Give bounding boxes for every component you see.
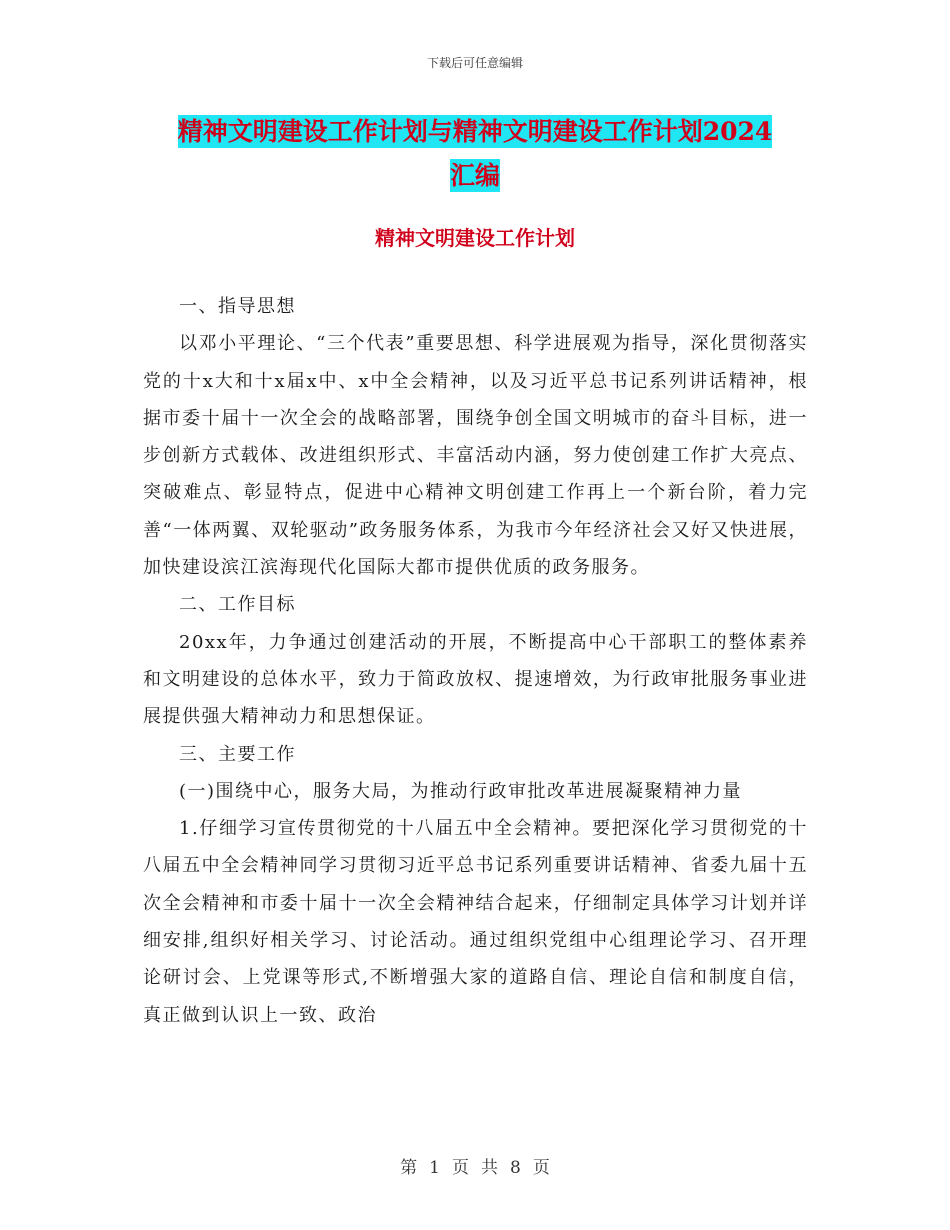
paragraph-guiding-thought: 以邓小平理论、“三个代表”重要思想、科学进展观为指导，深化贯彻落实党的十x大和十x届x中、x中全会精神，以及习近平总书记系列讲话精神，根据市委十届十一次全会的战略部署，围绕争创全国文明城市的奋斗目标，进一步创新方式载体、改进组织形式、丰富活动内涵，努力使创建工作扩大亮点、突破难点、彰显特点，促进中心精神文明创建工作再上一个新台阶，着力完善“一体两翼、双轮驱动”政务服务体系，为我市今年经济社会又好又快进展，加快建设滨江滨海现代化国际大都市提供优质的政务服务。 bbox=[143, 333, 808, 579]
paragraph-work-goals: 20xx年，力争通过创建活动的开展，不断提高中心干部职工的整体素养和文明建设的总体水平，致力于简政放权、提速增效，为行政审批服务事业进展提供强大精神动力和思想保证。 bbox=[143, 631, 808, 728]
document-body bbox=[143, 288, 808, 1034]
subheading-main-work-1: (一)围绕中心，服务大局，为推动行政审批改革进展凝聚精神力量 bbox=[179, 780, 743, 802]
footer-page-word: 第 bbox=[400, 1158, 418, 1178]
footer-total-unit: 页 bbox=[532, 1158, 550, 1178]
heading-work-goals: 二、工作目标 bbox=[179, 594, 296, 616]
section-title: 精神文明建设工作计划 bbox=[375, 226, 575, 250]
page-footer bbox=[0, 1153, 950, 1178]
footer-total-word: 共 bbox=[481, 1158, 498, 1178]
header-note: 下载后可任意编辑 bbox=[426, 56, 523, 70]
heading-guiding-thought: 一、指导思想 bbox=[179, 296, 296, 317]
document-title-line-1 bbox=[120, 110, 830, 154]
footer-total-pages: 8 bbox=[510, 1158, 521, 1178]
heading-main-work: 三、主要工作 bbox=[179, 743, 296, 765]
footer-page-number: 1 bbox=[429, 1158, 440, 1178]
document-title-line-2 bbox=[120, 154, 830, 198]
title-highlight: 汇编 bbox=[449, 161, 500, 190]
document-title bbox=[120, 110, 830, 198]
footer-page-unit: 页 bbox=[452, 1158, 469, 1178]
title-highlight: 精神文明建设工作计划与精神文明建设工作计划2024 bbox=[177, 117, 773, 146]
paragraph-main-work-1: 1.仔细学习宣传贯彻党的十八届五中全会精神。要把深化学习贯彻党的十八届五中全会精神同学习贯彻习近平总书记系列重要讲话精神、省委九届十五次全会精神和市委十届十一次全会精神结合起来，仔细制定具体学习计划并详细安排,组织好相关学习、讨论活动。通过组织党组中心组理论学习、召开理论研讨会、上党课等形式,不断增强大家的道路自信、理论自信和制度自信，真正做到认识上一致、政治 bbox=[143, 818, 808, 1026]
